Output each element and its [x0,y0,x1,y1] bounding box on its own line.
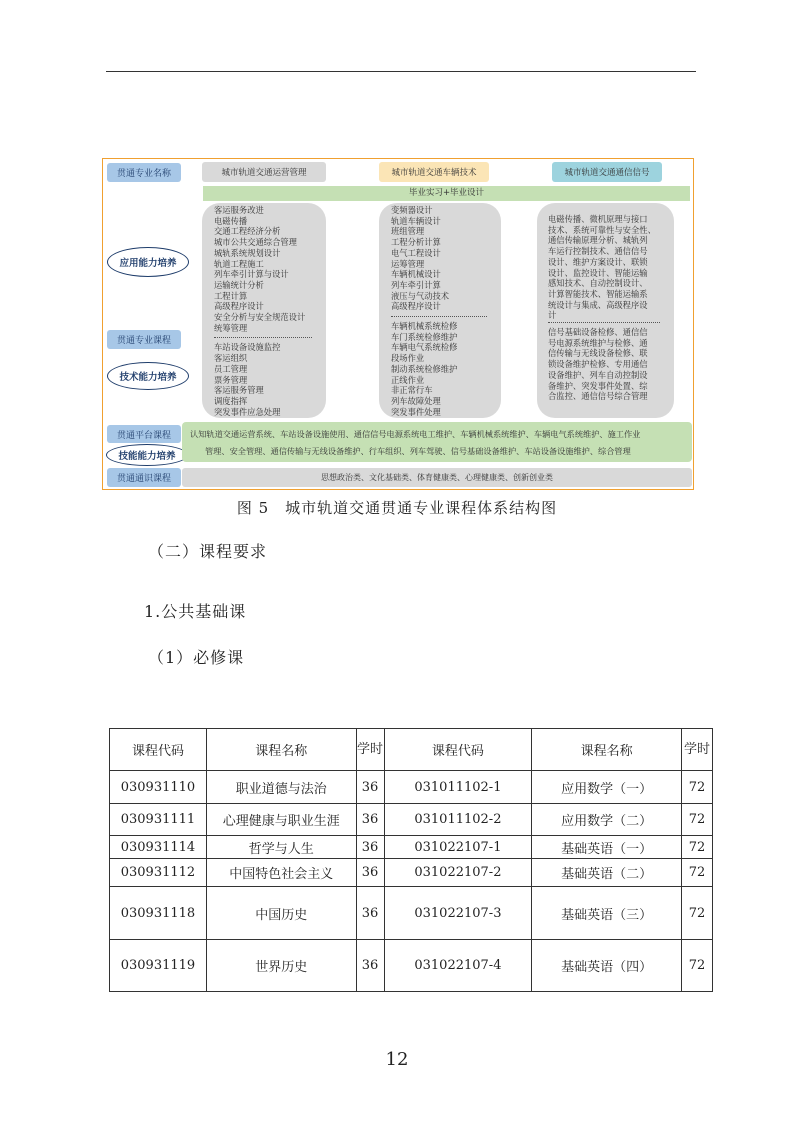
table-cell: 哲学与人生 [206,836,356,859]
table-cell: 031022107-4 [384,940,532,992]
table-row [110,804,713,836]
table-cell: 030931119 [110,940,207,992]
header-hours: 学时 [356,729,384,771]
header-course-name: 课程名称 [206,729,356,771]
diagram-course-line: 车辆机械设计 [391,269,441,280]
header-course-name: 课程名称 [532,729,682,771]
diagram-course-line: 感知技术、自动控制设计、 [548,278,648,289]
diagram-course-line: 段场作业 [391,353,425,364]
diagram-course-line: 车站设备设施监控 [214,342,281,353]
diagram-course-line: 运筹管理 [391,258,425,269]
major-communication-signal: 城市轨道交通通信信号 [552,162,662,182]
table-cell: 36 [356,859,384,887]
table-cell: 031011102-2 [384,804,532,836]
figure-caption: 图 5 城市轨道交通贯通专业课程体系结构图 [236,499,558,517]
section-heading: （二）课程要求 [148,542,268,561]
diagram-course-line: 电磁传播 [214,215,248,226]
diagram-course-line: 轨道车辆设计 [391,215,441,226]
table-cell: 36 [356,836,384,859]
table-row [110,771,713,804]
diagram-course-line: 安全分析与安全规范设计 [214,312,306,323]
label-major-name: 贯通专业名称 [107,163,181,182]
table-cell: 72 [682,804,713,836]
diagram-course-line: 员工管理 [214,363,248,374]
table-cell: 应用数学（二） [532,804,682,836]
table-row [110,836,713,859]
diagram-course-line: 车辆机械系统检修 [391,321,458,332]
diagram-course-line: 列车故障处理 [391,395,441,406]
internship-bar: 毕业实习+毕业设计 [203,186,690,201]
oval-skill-ability: 技能能力培养 [106,444,188,466]
table-cell: 031011102-1 [384,771,532,804]
diagram-course-line: 信传输与无线设备检修、联 [548,348,648,359]
course-table [109,728,713,992]
diagram-course-line: 工程计算 [214,290,248,301]
diagram-course-line: 设备维护、列车自动控制设 [548,369,648,380]
table-cell: 心理健康与职业生涯 [206,804,356,836]
header-course-code: 课程代码 [110,729,207,771]
platform-courses-bar [182,422,692,462]
diagram-course-line: 备维护、突发事件处置、综 [548,380,648,391]
diagram-course-line: 电气工程设计 [391,247,441,258]
diagram-course-line: 班组管理 [391,226,425,237]
diagram-course-line: 正线作业 [391,374,425,385]
curriculum-diagram [102,158,694,490]
platform-line-1: 认知轨道交通运营系统、车站设备设施使用、通信信号电源系统电工维护、车辆机械系统维护、车辆电气系统维护、施工作业 [190,429,641,439]
diagram-course-line: 客运服务管理 [214,385,264,396]
table-cell: 36 [356,771,384,804]
header-hours: 学时 [682,729,713,771]
diagram-course-line: 交通工程经济分析 [214,226,281,237]
table-cell: 中国历史 [206,887,356,940]
table-row [110,940,713,992]
diagram-course-line: 城市公共交通综合管理 [214,237,297,248]
table-cell: 030931111 [110,804,207,836]
column-communication-signal [537,203,674,418]
table-cell: 031022107-1 [384,836,532,859]
table-cell: 030931110 [110,771,207,804]
diagram-course-line: 信号基础设备检修、通信信 [548,327,648,338]
diagram-course-line: 客运服务改进 [214,205,264,215]
table-row [110,887,713,940]
diagram-course-line: 列车牵引计算 [391,279,441,290]
table-cell: 36 [356,940,384,992]
general-courses-bar: 思想政治类、文化基础类、体育健康类、心理健康类、创新创业类 [182,468,692,487]
table-header-row [110,729,713,771]
table-cell: 应用数学（一） [532,771,682,804]
major-vehicle-technology: 城市轨道交通车辆技术 [379,162,489,182]
table-cell: 中国特色社会主义 [206,859,356,887]
table-cell: 72 [682,859,713,887]
table-cell: 基础英语（四） [532,940,682,992]
diagram-course-line: 设计、维护方案设计、联锁 [548,256,648,267]
diagram-course-line: 突发事件处理 [391,406,441,417]
diagram-course-line: 调度指挥 [214,395,248,406]
table-cell: 基础英语（三） [532,887,682,940]
label-major-courses: 贯通专业课程 [107,330,181,349]
diagram-course-line: 客运组织 [214,353,248,364]
diagram-course-line: 城轨系统规划设计 [214,247,281,258]
oval-tech-ability: 技术能力培养 [107,362,189,390]
diagram-course-line: 高级程序设计 [391,301,441,312]
diagram-course-line: 计算智能技术、智能运输系 [548,288,648,299]
diagram-course-line: 车辆电气系统检修 [391,342,458,353]
table-cell: 世界历史 [206,940,356,992]
oval-applied-ability: 应用能力培养 [107,247,189,277]
diagram-course-line: 号电源系统维护与检修、通 [548,337,648,348]
diagram-course-line: 突发事件应急处理 [214,406,281,417]
diagram-course-line: 统筹管理 [214,322,248,333]
table-cell: 36 [356,804,384,836]
table-cell: 030931114 [110,836,207,859]
diagram-course-line: 设计、监控设计、智能运输 [548,267,648,278]
platform-line-2: 管理、安全管理、通信传输与无线设备维护、行车组织、列车驾驶、信号基础设备维护、车站设备设施维护、综合管理 [205,446,631,456]
table-cell: 72 [682,771,713,804]
column-operations-management [202,203,326,418]
diagram-course-line: 合监控、通信信号综合管理 [548,391,648,402]
diagram-course-line: 计 [548,310,557,321]
diagram-course-line: 运输统计分析 [214,279,264,290]
diagram-course-line: 高级程序设计 [214,301,264,312]
diagram-course-line: 制动系统检修维护 [391,363,458,374]
table-row [110,859,713,887]
diagram-course-line: 车运行控制技术、通信信号 [548,246,648,257]
diagram-course-line: 轨道工程施工 [214,258,264,269]
column-vehicle-technology [379,203,501,418]
page-number: 12 [385,1049,409,1070]
table-cell: 36 [356,887,384,940]
table-cell: 030931112 [110,859,207,887]
diagram-course-line: 锁设备维护检修、专用通信 [548,359,648,370]
diagram-course-line: 技术、系统可靠性与安全性、 [548,224,656,235]
table-cell: 基础英语（一） [532,836,682,859]
major-operations-management: 城市轨道交通运营管理 [202,162,326,182]
table-cell: 72 [682,887,713,940]
sub-subsection-heading: （1）必修课 [148,648,245,667]
diagram-course-line: 车门系统检修维护 [391,331,458,342]
table-cell: 职业道德与法治 [206,771,356,804]
table-cell: 72 [682,940,713,992]
header-course-code: 课程代码 [384,729,532,771]
diagram-course-line: 列车牵引计算与设计 [214,269,289,280]
diagram-course-line: 通信传输原理分析、城轨列 [548,235,648,246]
header-rule [106,71,696,72]
diagram-course-line: 工程分析计算 [391,237,441,248]
table-cell: 031022107-3 [384,887,532,940]
subsection-heading: 1.公共基础课 [144,602,247,621]
table-cell: 030931118 [110,887,207,940]
table-cell: 基础英语（二） [532,859,682,887]
label-platform-courses: 贯通平台课程 [107,425,181,443]
diagram-course-line: 液压与气动技术 [391,290,450,301]
diagram-course-line: 统设计与集成、高级程序设 [548,299,648,310]
diagram-course-line: 变频器设计 [391,205,433,215]
table-cell: 72 [682,836,713,859]
diagram-course-line: 电磁传播、微机原理与接口 [548,214,648,224]
diagram-course-line: 非正常行车 [391,385,433,396]
diagram-course-line: 票务管理 [214,374,248,385]
table-cell: 031022107-2 [384,859,532,887]
label-general-courses: 贯通通识课程 [107,468,181,487]
